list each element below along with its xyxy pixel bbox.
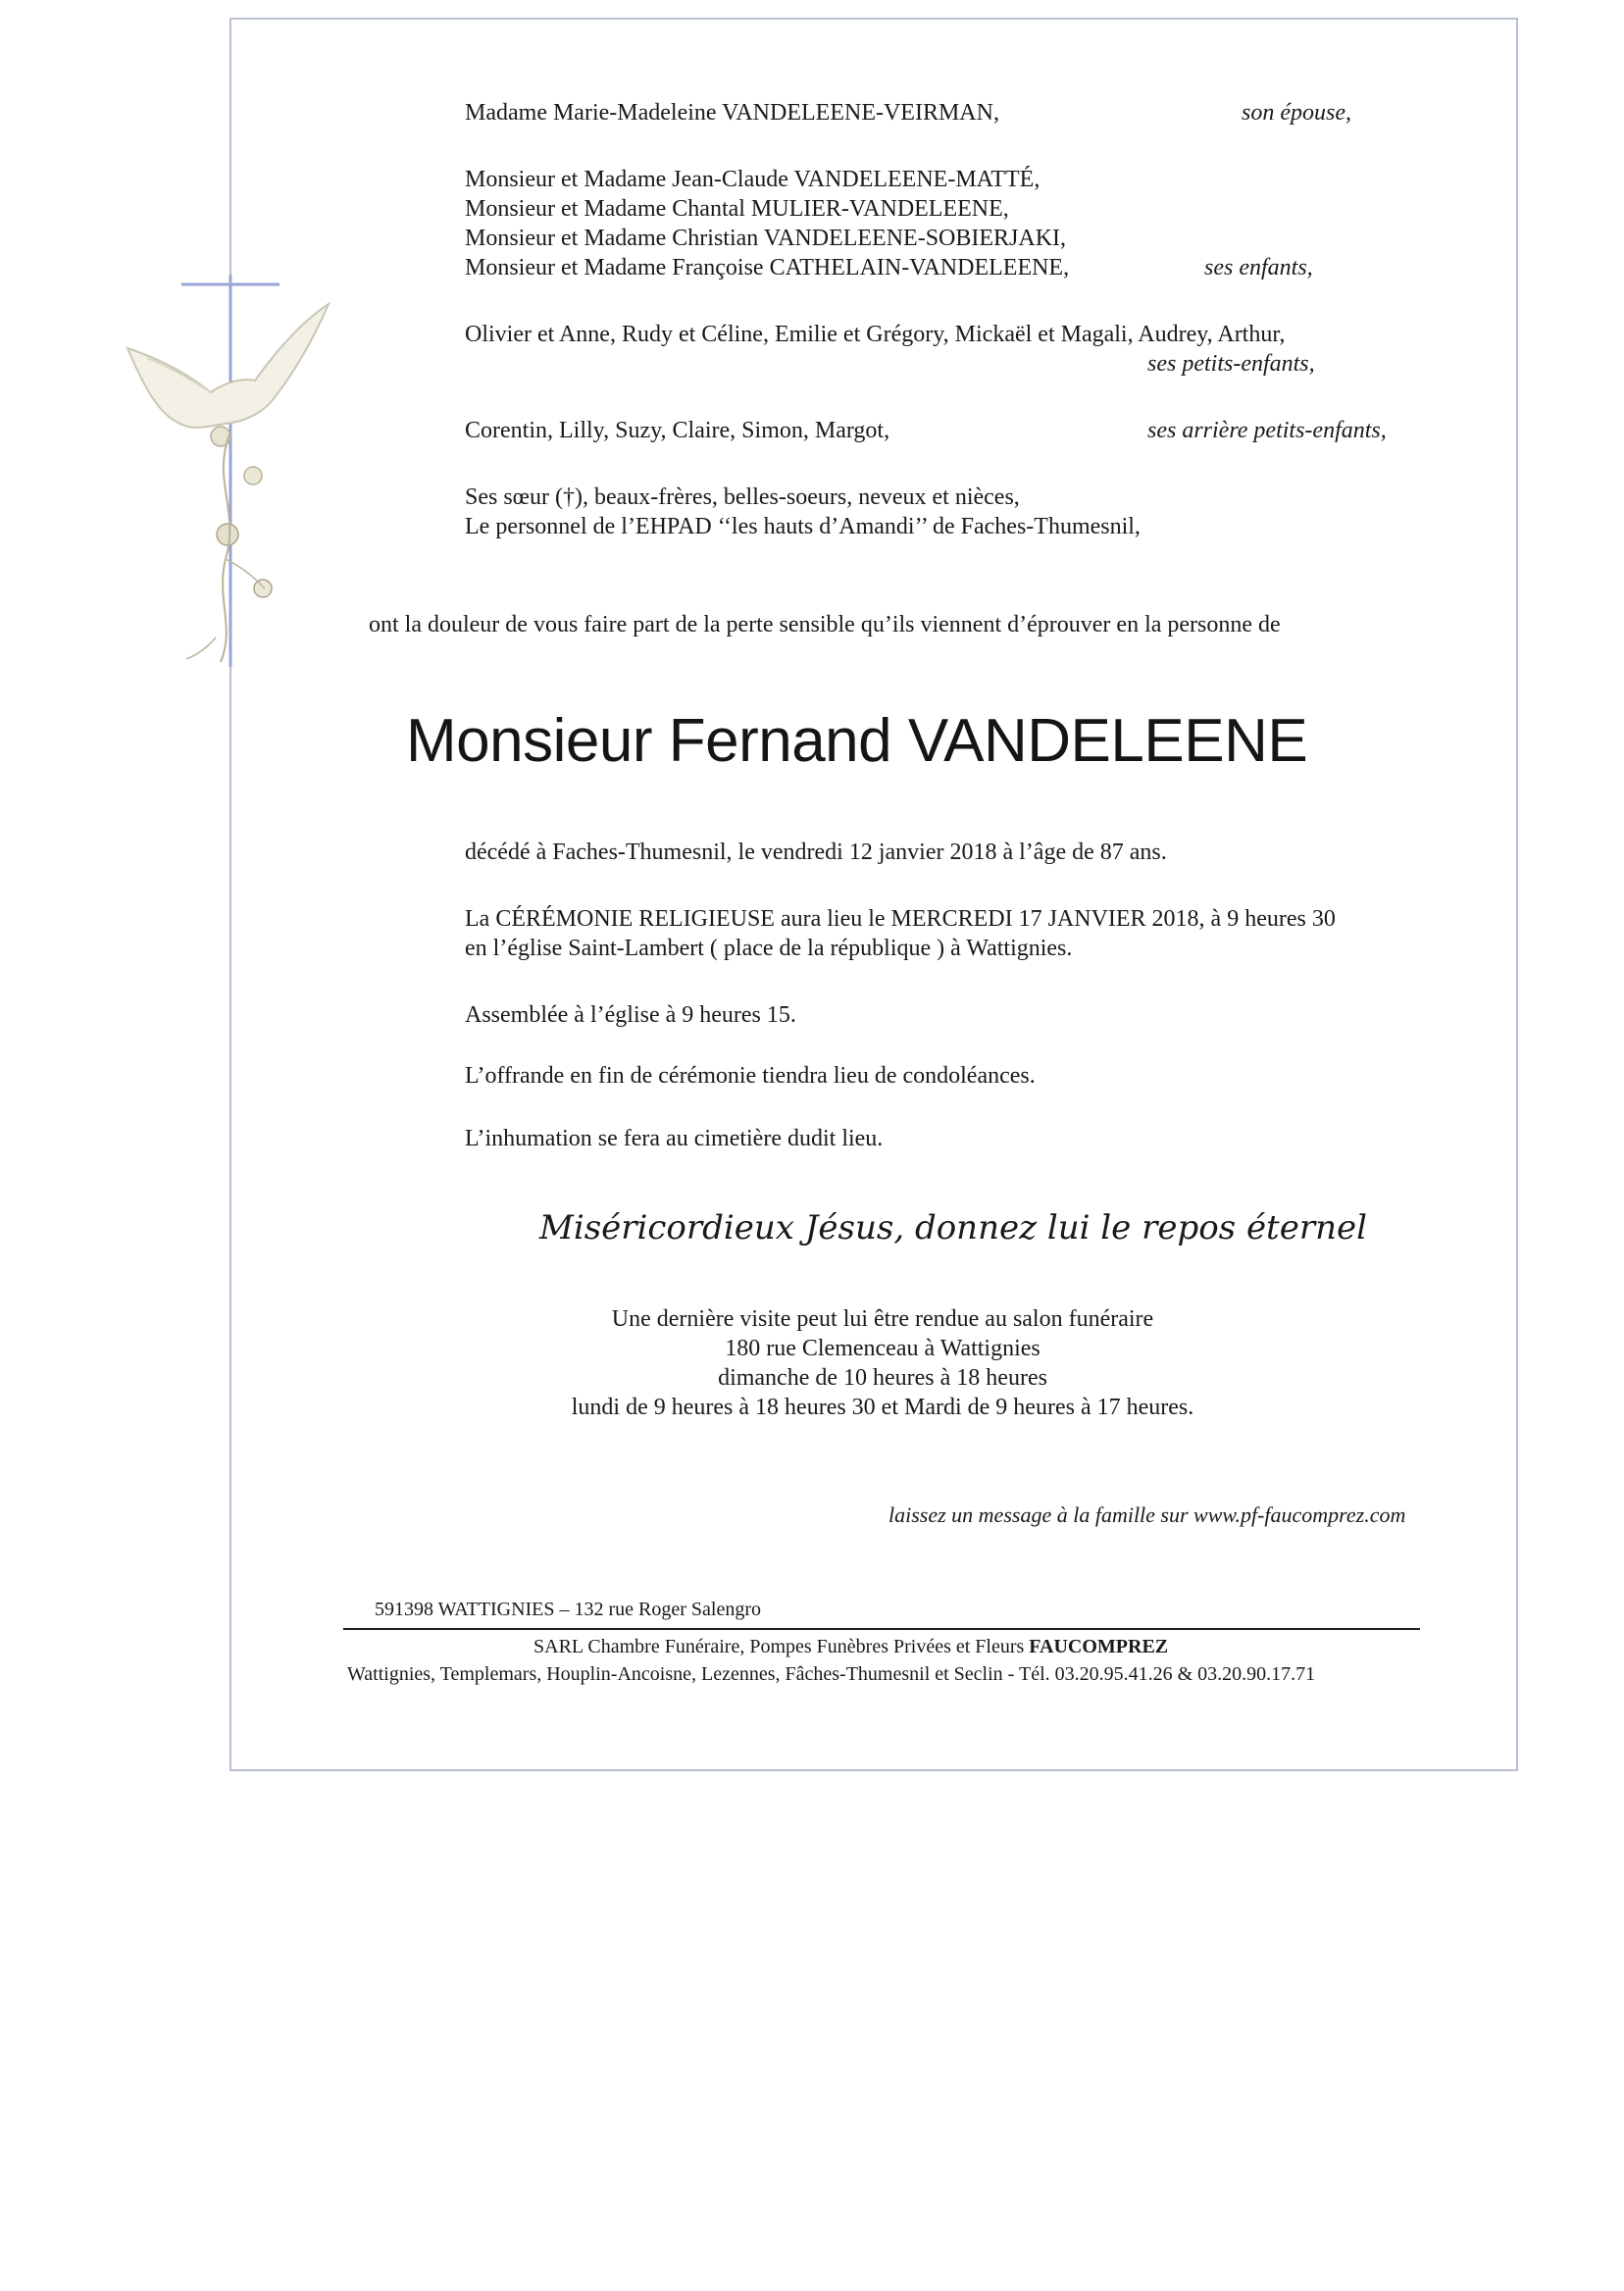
burial-line: L’inhumation se fera au cimetière dudit lieu. [465, 1126, 884, 1151]
ceremony-line: La CÉRÉMONIE RELIGIEUSE aura lieu le MERCREDI 17 JANVIER 2018, à 9 heures 30 [465, 906, 1336, 932]
grandchildren-role: ses petits-enfants, [1147, 351, 1315, 377]
ceremony-line: en l’église Saint-Lambert ( place de la république ) à Wattignies. [465, 936, 1073, 961]
children-role: ses enfants, [1204, 255, 1313, 280]
spouse-role: son épouse, [1242, 100, 1351, 126]
child-line: Monsieur et Madame Jean-Claude VANDELEENE-MATTÉ, [465, 167, 1040, 192]
deceased-name: Monsieur Fernand VANDELEENE [406, 707, 1308, 775]
visit-line: dimanche de 10 heures à 18 heures [718, 1365, 1047, 1391]
others-line: Le personnel de l’EHPAD ‘‘les hauts d’Amandi’’ de Faches-Thumesnil, [465, 514, 1141, 539]
prayer-line: Miséricordieux Jésus, donnez lui le repos éternel [539, 1208, 1367, 1247]
child-line: Monsieur et Madame Chantal MULIER-VANDELEENE, [465, 196, 1009, 222]
visit-line: Une dernière visite peut lui être rendue au salon funéraire [611, 1306, 1154, 1332]
company-line [533, 1634, 1168, 1659]
assembly-line: Assemblée à l’église à 9 heures 15. [465, 1002, 796, 1028]
message-line: laissez un message à la famille sur www.pf-faucomprez.com [888, 1502, 1406, 1527]
great-grandchildren-role: ses arrière petits-enfants, [1147, 418, 1387, 443]
company-description: SARL Chambre Funéraire, Pompes Funèbres Privées et Fleurs [533, 1636, 1025, 1657]
others-line: Ses sœur (†), beaux-frères, belles-soeurs, neveux et nièces, [465, 484, 1020, 510]
child-line: Monsieur et Madame Françoise CATHELAIN-VANDELEENE, [465, 255, 1070, 280]
cross-dove-decoration [118, 265, 343, 677]
company-name: FAUCOMPREZ [1029, 1636, 1169, 1657]
grandchildren-line: Olivier et Anne, Rudy et Céline, Emilie et Grégory, Mickaël et Magali, Audrey, Arthur, [465, 322, 1286, 347]
death-info: décédé à Faches-Thumesnil, le vendredi 12 janvier 2018 à l’âge de 87 ans. [465, 840, 1167, 865]
reference-line: 591398 WATTIGNIES – 132 rue Roger Salengro [375, 1599, 762, 1620]
footer-divider [343, 1628, 1420, 1630]
offering-line: L’offrande en fin de cérémonie tiendra lieu de condoléances. [465, 1063, 1036, 1089]
announcement: ont la douleur de vous faire part de la perte sensible qu’ils viennent d’éprouver en la personne de [369, 612, 1281, 637]
great-grandchildren-line: Corentin, Lilly, Suzy, Claire, Simon, Margot, [465, 418, 890, 443]
visit-line: lundi de 9 heures à 18 heures 30 et Mardi de 9 heures à 17 heures. [571, 1395, 1194, 1420]
locations-line: Wattignies, Templemars, Houplin-Ancoisne, Lezennes, Fâches-Thumesnil et Seclin - Tél. 03.20.95.41.26 & 03.20.90.17.71 [347, 1663, 1316, 1685]
visit-line: 180 rue Clemenceau à Wattignies [725, 1336, 1040, 1361]
child-line: Monsieur et Madame Christian VANDELEENE-SOBIERJAKI, [465, 226, 1067, 251]
spouse-name: Madame Marie-Madeleine VANDELEENE-VEIRMAN, [465, 100, 999, 126]
